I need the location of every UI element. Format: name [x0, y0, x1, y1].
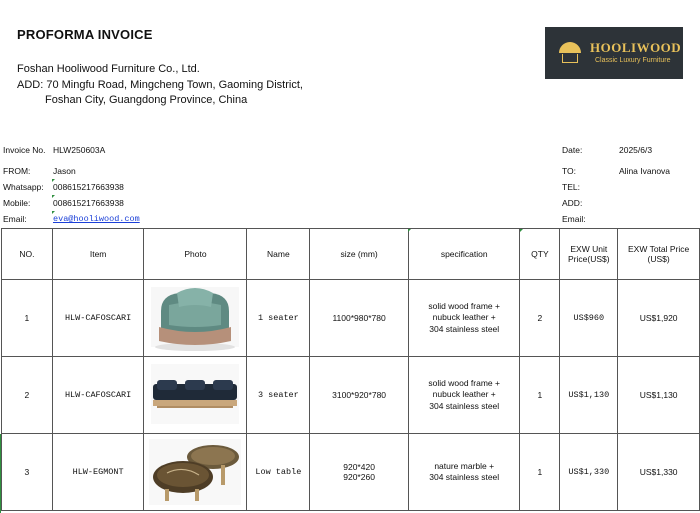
- email-link[interactable]: eva@hooliwood.com: [53, 214, 140, 224]
- invoice-table: [1, 228, 700, 511]
- header-size: size (mm): [310, 229, 409, 280]
- mobile-value: 008615217663938: [53, 198, 124, 208]
- size-line: 920*420: [343, 462, 375, 472]
- row-photo: [144, 357, 247, 434]
- table-row: [2, 280, 700, 357]
- company-name: Foshan Hooliwood Furniture Co., Ltd.: [17, 63, 200, 75]
- row-unit-price: US$1,330: [560, 434, 618, 511]
- row-size: 3100*920*780: [310, 357, 409, 434]
- row-qty: 1: [520, 357, 560, 434]
- company-logo: [545, 27, 683, 79]
- header-item: Item: [52, 229, 144, 280]
- spec-line: 304 stainless steel: [429, 323, 500, 334]
- size-line: 920*260: [343, 472, 375, 482]
- spec-line: 304 stainless steel: [429, 400, 500, 411]
- document-title: PROFORMA INVOICE: [17, 27, 153, 42]
- row-photo: [144, 434, 247, 511]
- spec-line: solid wood frame +: [428, 300, 500, 311]
- row-specification: [408, 357, 520, 434]
- sofa-photo: [147, 358, 243, 430]
- to-value: Alina Ivanova: [619, 166, 671, 176]
- tel-label: TEL:: [562, 182, 580, 192]
- header-unit-price: EXW Unit Price(US$): [560, 229, 618, 280]
- email-label-right: Email:: [562, 214, 586, 224]
- company-block: [17, 62, 303, 109]
- mobile-label: Mobile:: [3, 198, 31, 208]
- logo-sun-icon: [559, 42, 581, 53]
- logo-brand: HOOLIWOOD: [590, 40, 682, 55]
- whatsapp-label: Whatsapp:: [3, 182, 44, 192]
- spec-line: 304 stainless steel: [429, 472, 500, 482]
- low-table-photo: [147, 435, 243, 507]
- row-total-price: US$1,330: [618, 434, 700, 511]
- table-header-row: [2, 229, 700, 280]
- from-value: Jason: [53, 166, 76, 176]
- row-total-price: US$1,130: [618, 357, 700, 434]
- row-size: [310, 434, 409, 511]
- row-qty: 2: [520, 280, 560, 357]
- header-name: Name: [247, 229, 310, 280]
- email-label: Email:: [3, 214, 27, 224]
- cell-comment-marker: [520, 229, 523, 232]
- row-unit-price: US$1,130: [560, 357, 618, 434]
- whatsapp-value: 008615217663938: [53, 182, 124, 192]
- row-item: HLW-CAFOSCARI: [52, 357, 144, 434]
- to-label: TO:: [562, 166, 577, 176]
- row-name: Low table: [247, 434, 310, 511]
- spec-line: nubuck leather +: [432, 389, 496, 400]
- cell-comment-marker: [408, 229, 411, 232]
- row-no: 1: [2, 280, 53, 357]
- date-value: 2025/6/3: [619, 145, 653, 155]
- header-specification: specification: [408, 229, 520, 280]
- invoice-no-label: Invoice No.: [3, 145, 46, 155]
- logo-house-icon: [562, 54, 578, 63]
- selection-indicator: [0, 434, 1, 513]
- row-total-price: US$1,920: [618, 280, 700, 357]
- header-total-price: EXW Total Price (US$): [618, 229, 700, 280]
- row-specification: [408, 434, 520, 511]
- row-item: HLW-EGMONT: [52, 434, 144, 511]
- add-label: ADD:: [562, 198, 583, 208]
- company-address-line2: Foshan City, Guangdong Province, China: [45, 94, 248, 106]
- company-address-line1: ADD: 70 Mingfu Road, Mingcheng Town, Gaoming District,: [17, 78, 303, 91]
- row-item: HLW-CAFOSCARI: [52, 280, 144, 357]
- header-photo: Photo: [144, 229, 247, 280]
- row-photo: [144, 280, 247, 357]
- spec-line: nubuck leather +: [432, 312, 496, 323]
- row-unit-price: US$960: [560, 280, 618, 357]
- row-qty: 1: [520, 434, 560, 511]
- spec-line: solid wood frame +: [428, 377, 500, 388]
- date-label: Date:: [562, 145, 583, 155]
- armchair-photo: [147, 281, 243, 353]
- row-name: 3 seater: [247, 357, 310, 434]
- row-size: 1100*980*780: [310, 280, 409, 357]
- table-row: [2, 434, 700, 511]
- row-specification: [408, 280, 520, 357]
- header-no: NO.: [2, 229, 53, 280]
- table-row: [2, 357, 700, 434]
- from-label: FROM:: [3, 166, 31, 176]
- invoice-no-value: HLW250603A: [53, 145, 106, 155]
- logo-tagline: Classic Luxury Furniture: [595, 57, 671, 64]
- row-name: 1 seater: [247, 280, 310, 357]
- row-no: 3: [2, 434, 53, 511]
- row-no: 2: [2, 357, 53, 434]
- spec-line: nature marble +: [434, 460, 495, 471]
- header-qty: QTY: [520, 229, 560, 280]
